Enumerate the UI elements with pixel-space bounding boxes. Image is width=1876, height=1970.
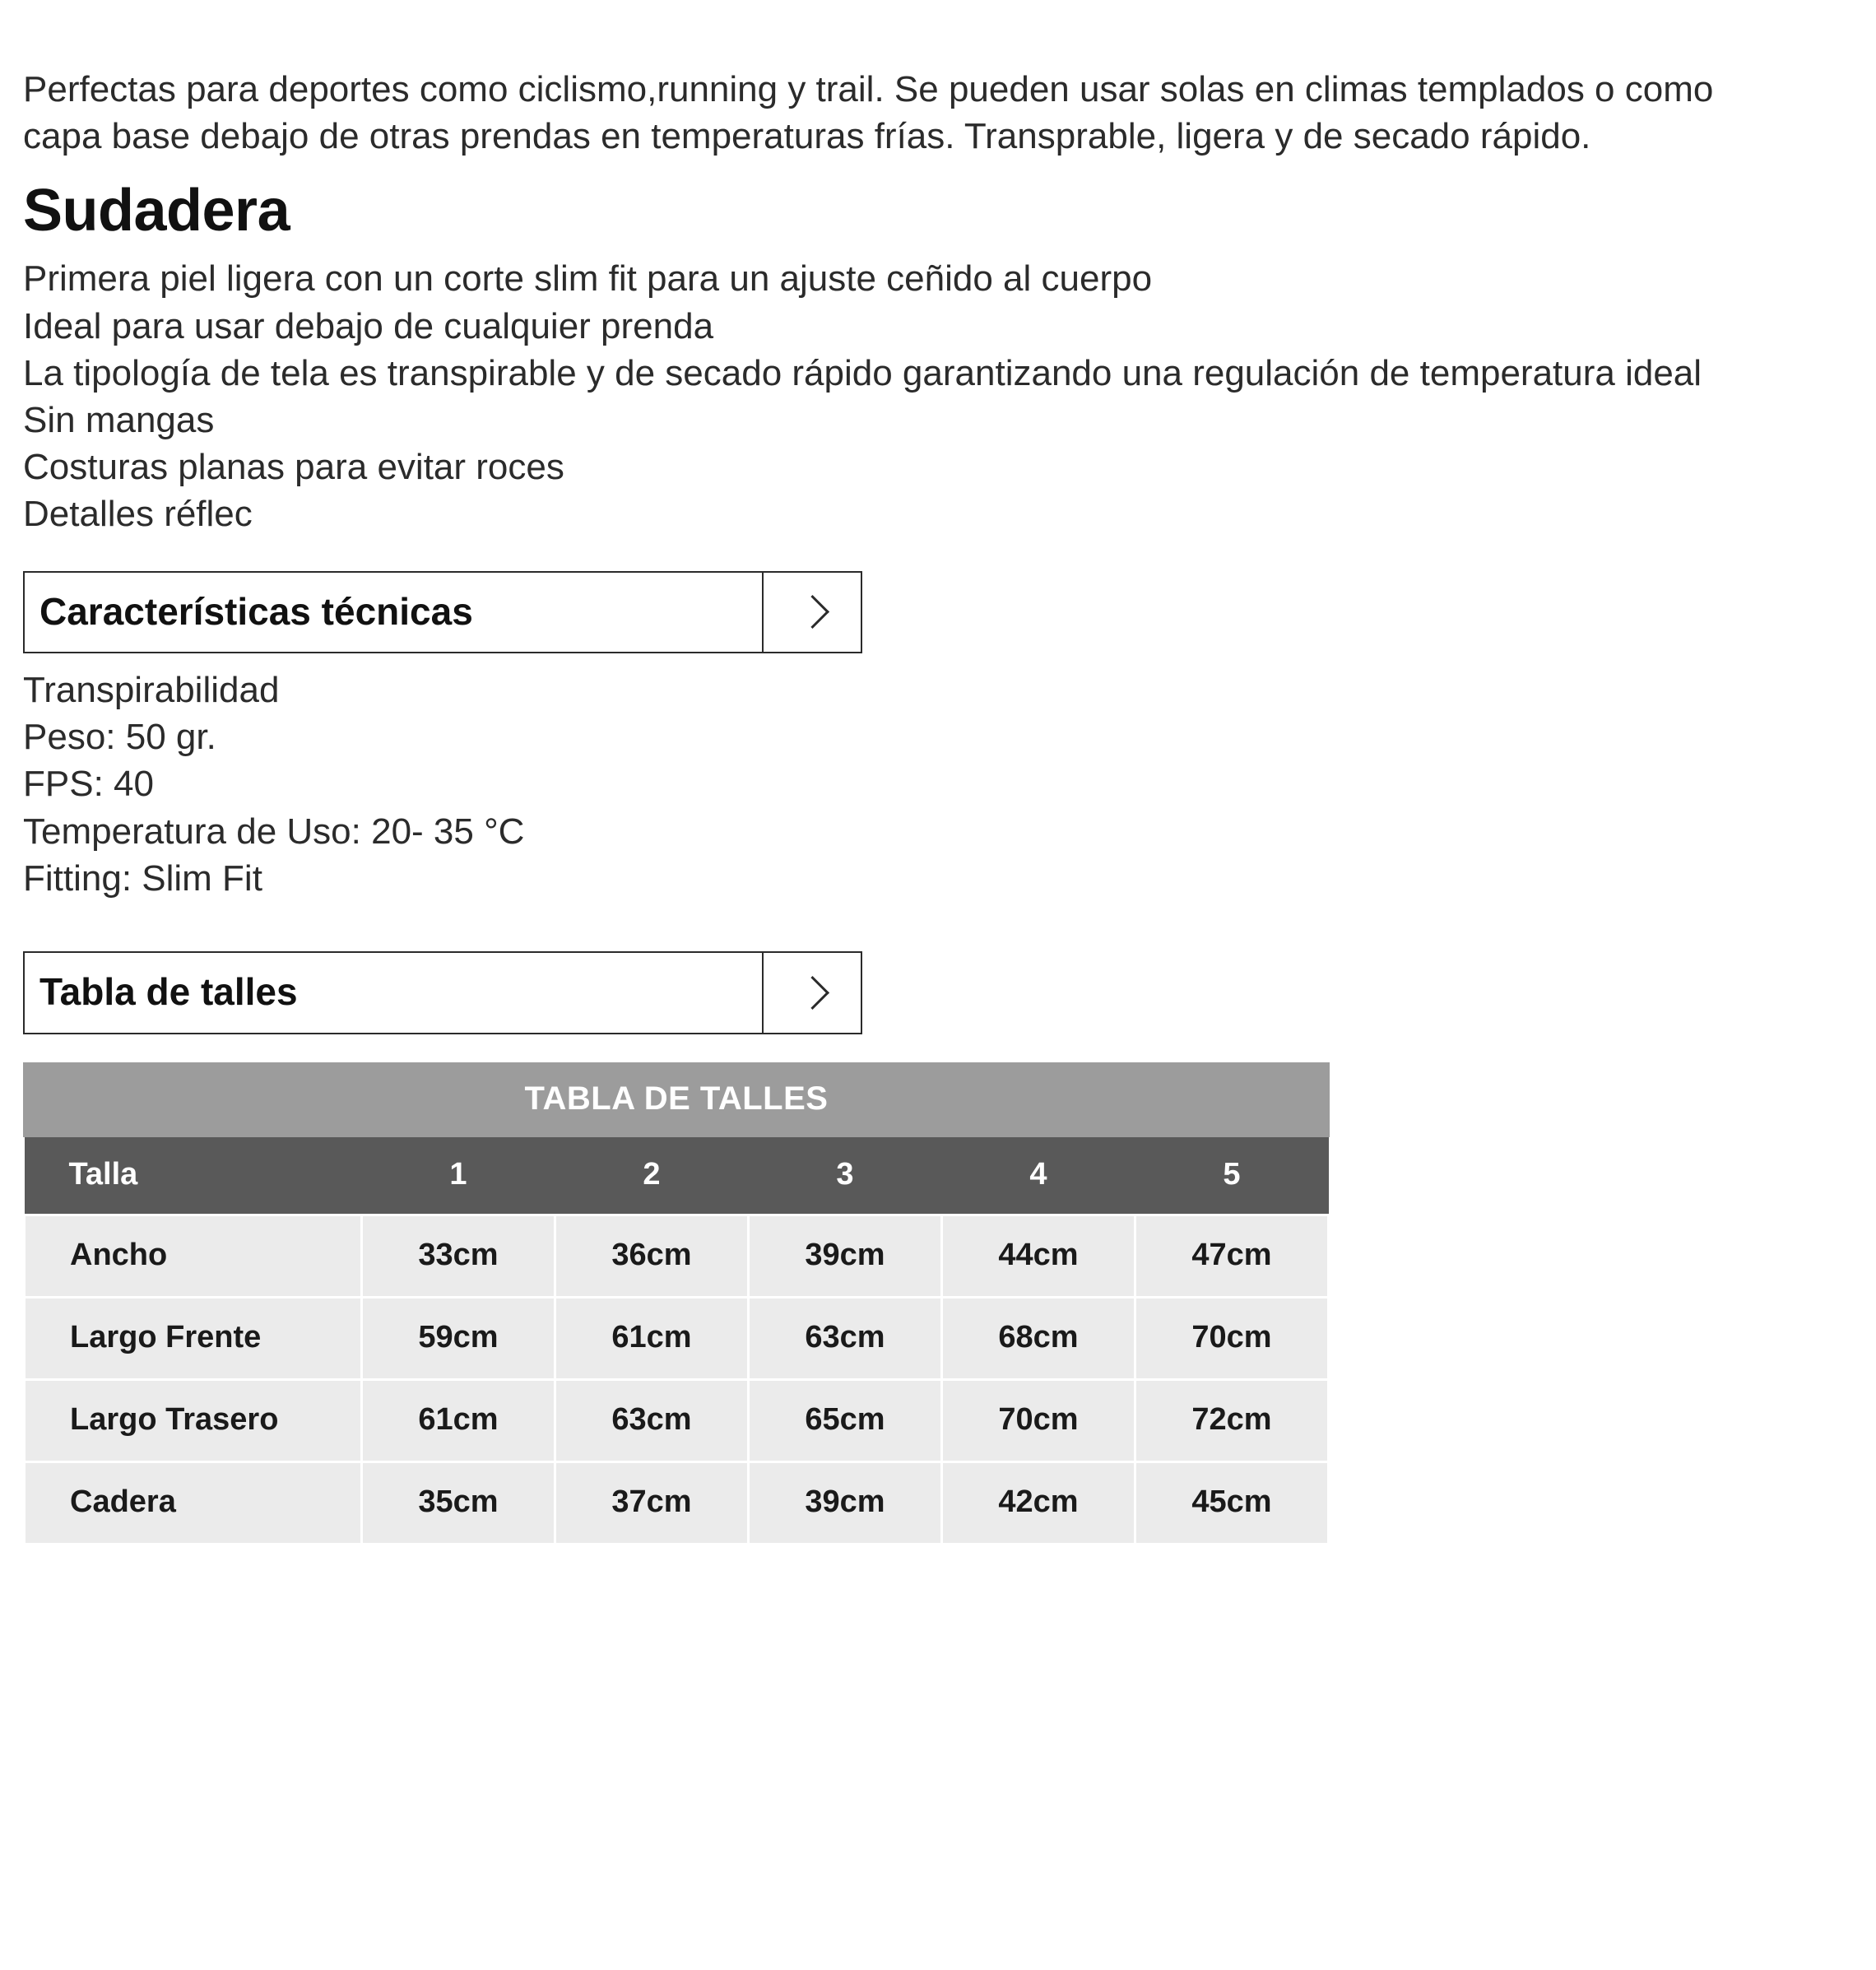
table-cell: 33cm (362, 1215, 555, 1297)
column-header-1: 1 (362, 1137, 555, 1215)
column-header-3: 3 (749, 1137, 942, 1215)
feature-item: La tipología de tela es transpirable y de secado rápido garantizando una regulación de temperatura ideal (23, 352, 1702, 393)
accordion-technical-features-toggle[interactable] (764, 573, 861, 653)
table-cell: 61cm (555, 1297, 749, 1379)
table-cell: 42cm (942, 1461, 1135, 1544)
table-cell: 37cm (555, 1461, 749, 1544)
spec-item: Temperatura de Uso: 20- 35 °C (23, 811, 525, 852)
accordion-size-chart-toggle[interactable] (764, 953, 861, 1033)
table-row (25, 1297, 1329, 1379)
table-cell: 63cm (555, 1379, 749, 1461)
table-cell: 70cm (942, 1379, 1135, 1461)
column-header-4: 4 (942, 1137, 1135, 1215)
intro-paragraph: Perfectas para deportes como ciclismo,running y trail. Se pueden usar solas en climas templados o como capa base debajo de otras prendas en temperaturas frías. Transprable, ligera y de secado rápido. (23, 69, 1714, 157)
column-header-5: 5 (1135, 1137, 1329, 1215)
table-cell: 44cm (942, 1215, 1135, 1297)
table-cell: 36cm (555, 1215, 749, 1297)
table-cell: 39cm (749, 1461, 942, 1544)
table-row (25, 1461, 1329, 1544)
spec-item: Transpirabilidad (23, 670, 280, 711)
table-cell: 59cm (362, 1297, 555, 1379)
table-row (25, 1215, 1329, 1297)
table-cell: 47cm (1135, 1215, 1329, 1297)
row-label: Ancho (25, 1215, 362, 1297)
table-cell: 35cm (362, 1461, 555, 1544)
table-cell: 39cm (749, 1215, 942, 1297)
feature-item: Detalles réflec (23, 494, 253, 535)
size-chart-table (23, 1062, 1330, 1545)
size-chart-caption: TABLA DE TALLES (23, 1062, 1330, 1137)
feature-list (23, 255, 1843, 537)
feature-item: Primera piel ligera con un corte slim fit para un ajuste ceñido al cuerpo (23, 258, 1153, 300)
spec-item: Peso: 50 gr. (23, 717, 216, 758)
feature-item: Costuras planas para evitar roces (23, 447, 564, 488)
table-cell: 65cm (749, 1379, 942, 1461)
technical-specs-list (23, 667, 1843, 902)
spec-item: FPS: 40 (23, 764, 154, 805)
table-cell: 61cm (362, 1379, 555, 1461)
table-cell: 72cm (1135, 1379, 1329, 1461)
accordion-size-chart-label: Tabla de talles (25, 953, 764, 1033)
feature-item: Ideal para usar debajo de cualquier prenda (23, 305, 714, 346)
row-label: Largo Frente (25, 1297, 362, 1379)
accordion-size-chart[interactable] (23, 951, 862, 1034)
feature-item: Sin mangas (23, 399, 215, 440)
spec-item: Fitting: Slim Fit (23, 857, 262, 899)
table-header-row (25, 1137, 1329, 1215)
table-cell: 63cm (749, 1297, 942, 1379)
table-cell: 68cm (942, 1297, 1135, 1379)
column-header-2: 2 (555, 1137, 749, 1215)
row-label: Cadera (25, 1461, 362, 1544)
table-cell: 45cm (1135, 1461, 1329, 1544)
chevron-right-icon (795, 595, 829, 629)
accordion-technical-features-label: Características técnicas (25, 573, 764, 653)
table-cell: 70cm (1135, 1297, 1329, 1379)
accordion-technical-features[interactable] (23, 571, 862, 654)
column-header-size: Talla (25, 1137, 362, 1215)
table-row (25, 1379, 1329, 1461)
page-title: Sudadera (23, 178, 290, 244)
row-label: Largo Trasero (25, 1379, 362, 1461)
chevron-right-icon (795, 976, 829, 1010)
size-chart-container (23, 1062, 1330, 1545)
